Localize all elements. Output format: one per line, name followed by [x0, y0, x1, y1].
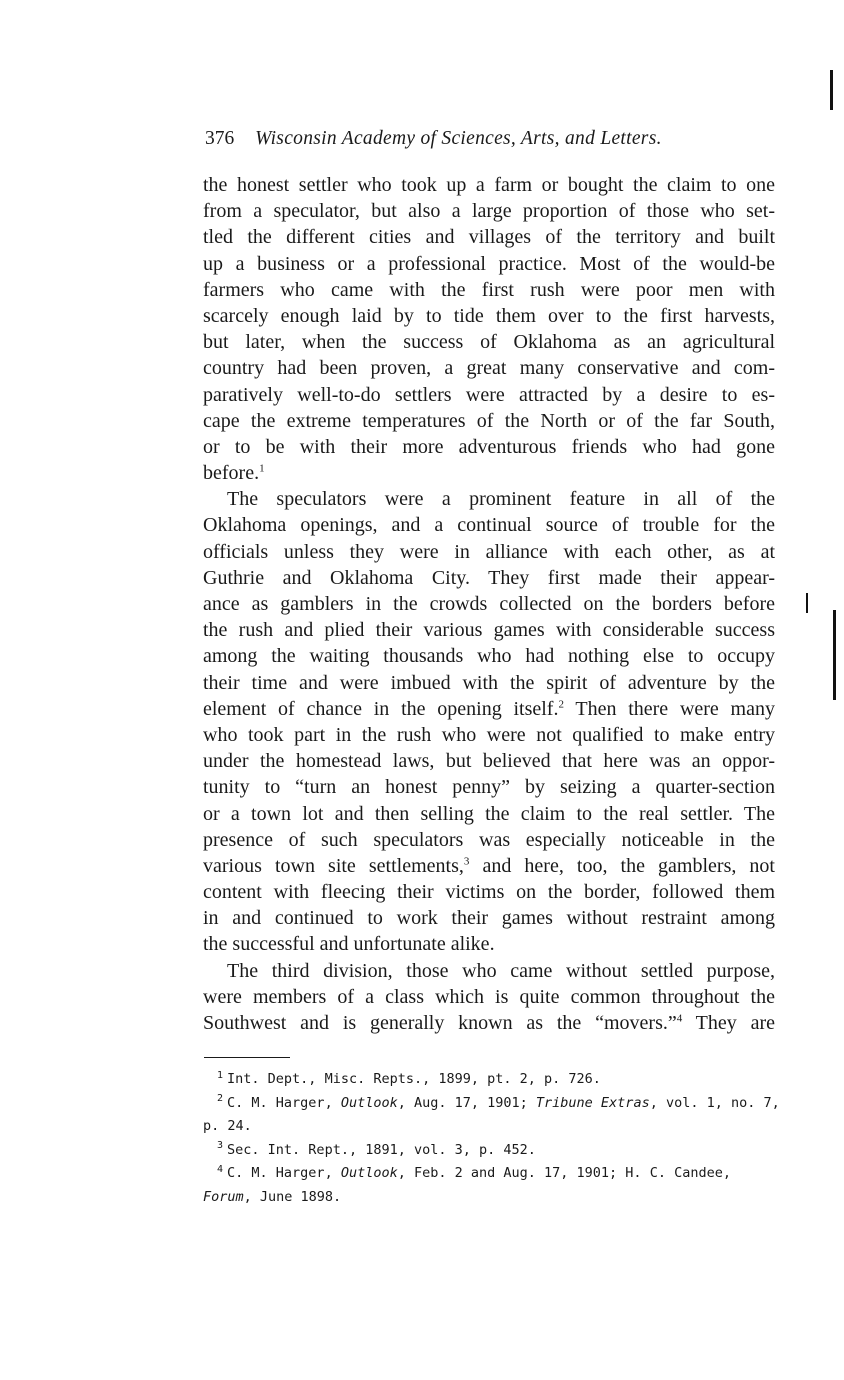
running-header	[205, 128, 745, 150]
footnote	[203, 1092, 780, 1116]
text-line: The third division, those who came without settled purpose,	[227, 959, 775, 982]
text-segment: Then there were many	[563, 697, 775, 720]
text-line: paratively well-to-do settlers were attracted by a desire to es-	[203, 383, 775, 406]
text-segment: C. M. Harger,	[227, 1165, 341, 1181]
text-line: were members of a class which is quite common throughout the	[203, 985, 775, 1008]
text-line	[203, 696, 775, 722]
text-segment: , vol. 1, no. 7,	[649, 1094, 780, 1111]
text-line: tunity to “turn an honest penny” by seizing a quarter-section	[203, 776, 775, 799]
text-line: Oklahoma openings, and a continual source of trouble for the	[203, 514, 775, 537]
text-line: tled the different cities and villages of the territory and built	[203, 226, 775, 249]
text-line	[203, 460, 775, 486]
text-segment: , Aug. 17, 1901;	[397, 1094, 536, 1111]
footnote-ref: 1	[259, 462, 265, 475]
text-line: among the waiting thousands who had nothing else to occupy	[203, 645, 775, 668]
text-segment: Southwest and is generally known as the “movers.”	[203, 1012, 677, 1034]
footnote-ref: 2	[558, 698, 564, 711]
footnote	[203, 1068, 775, 1092]
text-line: scarcely enough laid by to tide them over to the first harvests,	[203, 304, 775, 327]
footnote-continuation	[203, 1186, 775, 1210]
text-line: cape the extreme temperatures of the North or of the far South,	[203, 409, 775, 432]
text-line: up a business or a professional practice. Most of the would-be	[203, 252, 775, 275]
text-segment: , Feb. 2 and Aug. 17, 1901; H. C. Candee,	[397, 1165, 731, 1181]
footnote-number: 3	[217, 1140, 224, 1151]
text-segment: Sec. Int. Rept., 1891, vol. 3, p. 452.	[227, 1141, 536, 1158]
footnote	[203, 1139, 775, 1163]
scan-edge-mark	[830, 70, 833, 110]
text-line: country had been proven, a great many conservative and com-	[203, 357, 775, 380]
text-segment: Int. Dept., Misc. Repts., 1899, pt. 2, p. 726.	[227, 1071, 601, 1087]
text-line: the successful and unfortunate alike.	[203, 933, 495, 956]
text-segment: various town site settlements,	[203, 854, 464, 877]
text-segment: element of chance in the opening itself.	[203, 697, 559, 720]
text-line: Guthrie and Oklahoma City. They first made their appear-	[203, 566, 775, 589]
text-segment: Outlook	[340, 1165, 398, 1181]
text-line: ance as gamblers in the crowds collected on the borders before	[203, 593, 775, 615]
text-line	[203, 853, 775, 879]
text-line: officials unless they were in alliance with each other, as at	[203, 540, 775, 563]
scan-edge-mark	[833, 610, 836, 700]
text-segment: and here, too, the gamblers, not	[469, 854, 775, 877]
footnotes	[203, 1068, 780, 1209]
footnote-continuation: p. 24.	[203, 1118, 252, 1134]
text-segment: before.	[203, 462, 260, 485]
text-segment: Tribune Extras	[535, 1094, 650, 1111]
text-segment: C. M. Harger,	[227, 1094, 341, 1111]
text-segment: Outlook	[340, 1094, 398, 1111]
text-segment: Forum	[203, 1188, 244, 1205]
footnote-ref: 3	[463, 855, 470, 868]
text-line: the honest settler who took up a farm or bought the claim to one	[203, 174, 775, 196]
text-line: presence of such speculators was especially noticeable in the	[203, 828, 775, 851]
text-line: from a speculator, but also a large proportion of those who set-	[203, 200, 775, 223]
page-number: 376	[205, 128, 235, 149]
text-line: or to be with their more adventurous friends who had gone	[203, 435, 775, 458]
footnote-number: 2	[217, 1093, 224, 1104]
text-segment: , June 1898.	[243, 1188, 342, 1205]
text-line: content with fleecing their victims on the border, followed them	[203, 881, 775, 904]
text-line: or a town lot and then selling the claim to the real settler. The	[203, 802, 775, 825]
text-line	[203, 1010, 775, 1036]
text-line: their time and were imbued with the spirit of adventure by the	[203, 671, 775, 694]
footnote	[203, 1162, 775, 1186]
text-line: farmers who came with the first rush were poor men with	[203, 278, 775, 301]
text-line: but later, when the success of Oklahoma as an agricultural	[203, 331, 775, 354]
text-line: The speculators were a prominent feature in all of the	[227, 488, 775, 511]
footnote-divider	[204, 1057, 290, 1058]
text-line: the rush and plied their various games with considerable success	[203, 619, 775, 642]
journal-title: Wisconsin Academy of Sciences, Arts, and Letters.	[255, 128, 662, 149]
text-line: who took part in the rush who were not qualified to make entry	[203, 723, 775, 746]
text-segment: They are	[682, 1012, 775, 1034]
footnote-number: 1	[217, 1069, 224, 1081]
footnote-ref: 4	[676, 1012, 683, 1025]
text-line: under the homestead laws, but believed that here was an oppor-	[203, 750, 775, 773]
scan-edge-mark	[806, 593, 808, 613]
text-line: in and continued to work their games without restraint among	[203, 907, 775, 930]
footnote-number: 4	[217, 1163, 224, 1175]
body-text	[203, 172, 775, 1036]
